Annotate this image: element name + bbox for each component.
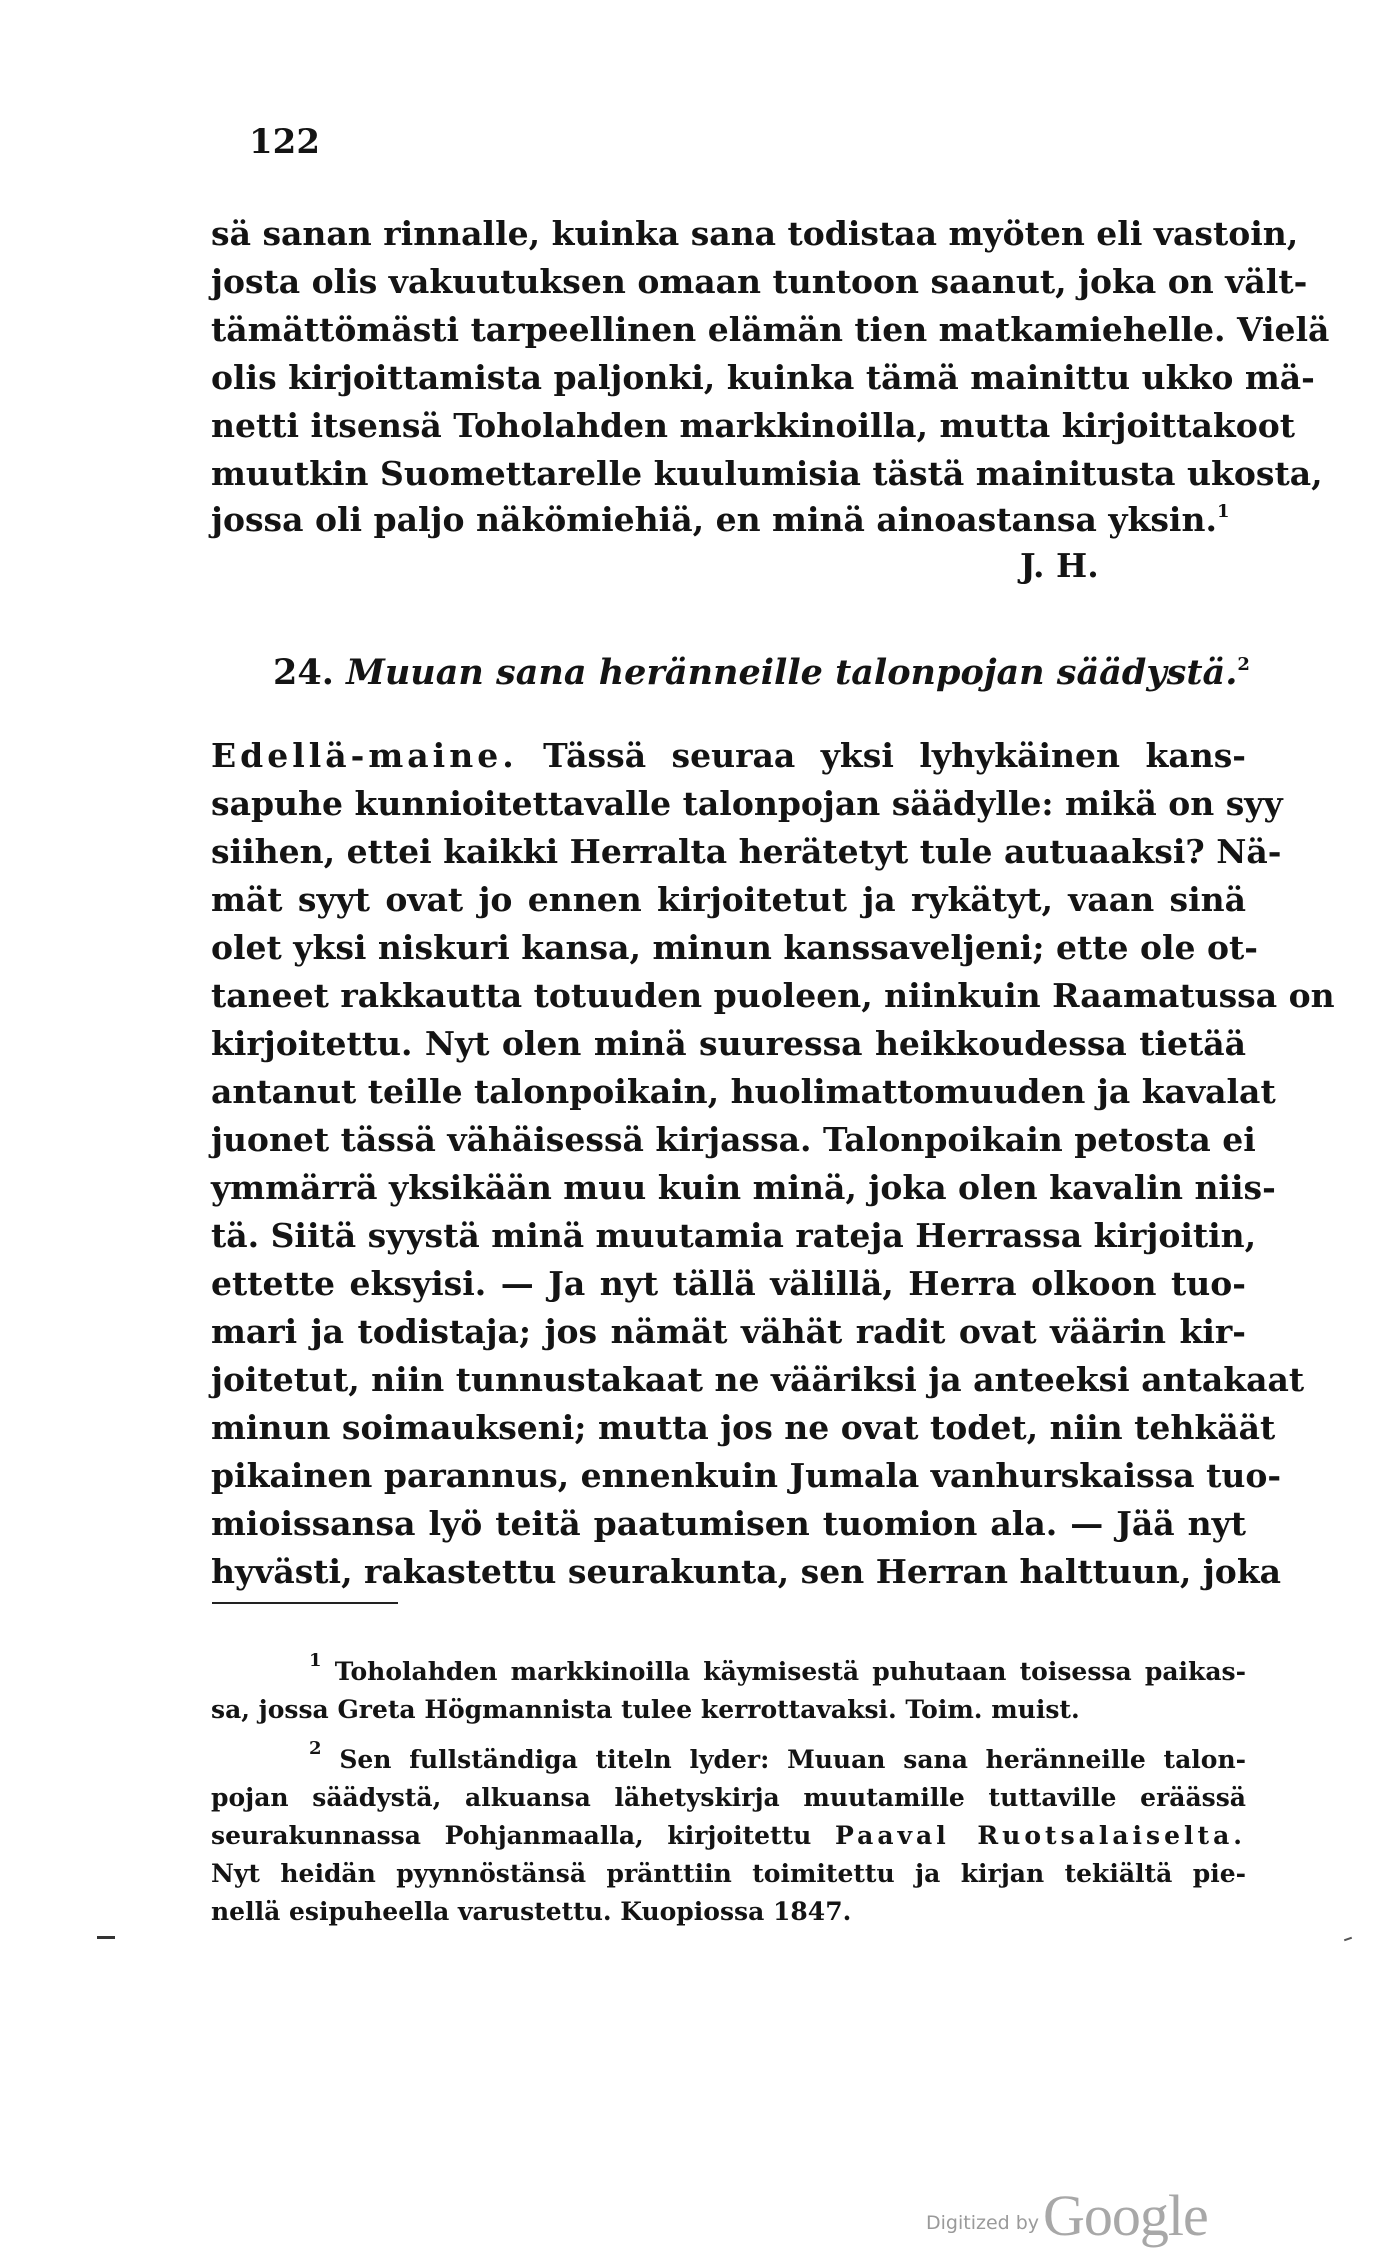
text-line: joitetut, niin tunnustakaat ne vääriksi ja anteeksi antakaat [211, 1360, 1305, 1399]
section-title: Muuan sana heränneille talonpojan säädystä. [346, 652, 1238, 693]
text-line: taneet rakkautta totuuden puoleen, niinkuin Raamatussa on [211, 976, 1335, 1015]
footnote-ref-2: 2 [1237, 654, 1250, 675]
text-line: netti itsensä Toholahden markkinoilla, mutta kirjoittakoot [211, 406, 1296, 445]
footnote-line [211, 1650, 1246, 1689]
margin-mark [1344, 1937, 1352, 1942]
section-number: 24. [273, 652, 334, 693]
text-line: olis kirjoittamista paljonki, kuinka tämä mainittu ukko mä- [211, 358, 1315, 397]
text-line: pikainen parannus, ennenkuin Jumala vanhurskaissa tuo- [211, 1456, 1282, 1495]
footnote-divider [212, 1602, 398, 1604]
author-name: Paaval Ruotsalaiselta. [835, 1821, 1246, 1850]
section-heading [273, 651, 1250, 695]
digitized-watermark [926, 2182, 1208, 2249]
text-line: tä. Siitä syystä minä muutamia rateja Herrassa kirjoitin, [211, 1216, 1257, 1255]
page-number: 122 [249, 122, 320, 162]
footnote-marker: 2 [309, 1738, 322, 1759]
lead-word: Edellä-maine. [211, 736, 518, 775]
footnote-line: Nyt heidän pyynnöstänsä pränttiin toimitettu ja kirjan tekiältä pie- [211, 1859, 1246, 1888]
text-line: mät syyt ovat jo ennen kirjoitetut ja rykätyt, vaan sinä [211, 880, 1246, 919]
footnote-line: nellä esipuheella varustettu. Kuopiossa 1847. [211, 1897, 852, 1926]
text-line: sapuhe kunnioitettavalle talonpojan säädylle: mikä on syy [211, 784, 1283, 823]
text-line: tämättömästi tarpeellinen elämän tien matkamiehelle. Vielä [211, 310, 1330, 349]
text-fragment: Tässä seuraa yksi lyhykäinen kans- [543, 736, 1246, 775]
text-line: antanut teille talonpoikain, huolimattomuuden ja kavalat [211, 1072, 1276, 1111]
footnote-marker: 1 [309, 1650, 322, 1671]
text-line: minun soimaukseni; mutta jos ne ovat todet, niin tehkäät [211, 1408, 1276, 1447]
footnote-line [211, 1738, 1246, 1777]
text-line: olet yksi niskuri kansa, minun kanssaveljeni; ette ole ot- [211, 928, 1258, 967]
text-line [211, 500, 1246, 540]
text-line: ettette eksyisi. — Ja nyt tällä välillä, Herra olkoon tuo- [211, 1264, 1246, 1303]
margin-mark [97, 1936, 115, 1939]
text-line: hyvästi, rakastettu seurakunta, sen Herran halttuun, joka [211, 1552, 1282, 1591]
text-line: ymmärrä yksikään muu kuin minä, joka olen kavalin niis- [211, 1168, 1276, 1207]
text-line: juonet tässä vähäisessä kirjassa. Talonpoikain petosta ei [211, 1120, 1256, 1159]
google-logo: Google [1043, 2183, 1208, 2248]
text-fragment: Toholahden markkinoilla käymisestä puhutaan toisessa paikas- [334, 1657, 1246, 1686]
watermark-label: Digitized by [926, 2212, 1040, 2234]
text-line: kirjoitettu. Nyt olen minä suuressa heikkoudessa tietää [211, 1024, 1246, 1063]
text-fragment: Sen fullständiga titeln lyder: Muuan sana heränneille talon- [339, 1745, 1246, 1774]
text-line: siihen, ettei kaikki Herralta herätetyt tule autuaaksi? Nä- [211, 832, 1282, 871]
text-line: mari ja todistaja; jos nämät vähät radit ovat väärin kir- [211, 1312, 1246, 1351]
text-line: muutkin Suomettarelle kuulumisia tästä mainitusta ukosta, [211, 454, 1323, 493]
text-line: josta olis vakuutuksen omaan tuntoon saanut, joka on vält- [211, 262, 1308, 301]
text-fragment: jossa oli paljo näkömiehiä, en minä ainoastansa yksin. [211, 500, 1217, 539]
footnote-line [211, 1819, 1246, 1853]
footnote-line: pojan säädystä, alkuansa lähetyskirja muutamille tuttaville eräässä [211, 1783, 1246, 1812]
text-fragment: seurakunnassa Pohjanmaalla, kirjoitettu [211, 1821, 812, 1850]
footnote-ref-1: 1 [1216, 501, 1230, 522]
text-line: sä sanan rinnalle, kuinka sana todistaa myöten eli vastoin, [211, 214, 1299, 253]
text-line [211, 736, 1246, 776]
author-signature: J. H. [1020, 546, 1099, 585]
footnote-line: sa, jossa Greta Högmannista tulee kerrottavaksi. Toim. muist. [211, 1695, 1080, 1724]
text-line: mioissansa lyö teitä paatumisen tuomion ala. — Jää nyt [211, 1504, 1246, 1543]
